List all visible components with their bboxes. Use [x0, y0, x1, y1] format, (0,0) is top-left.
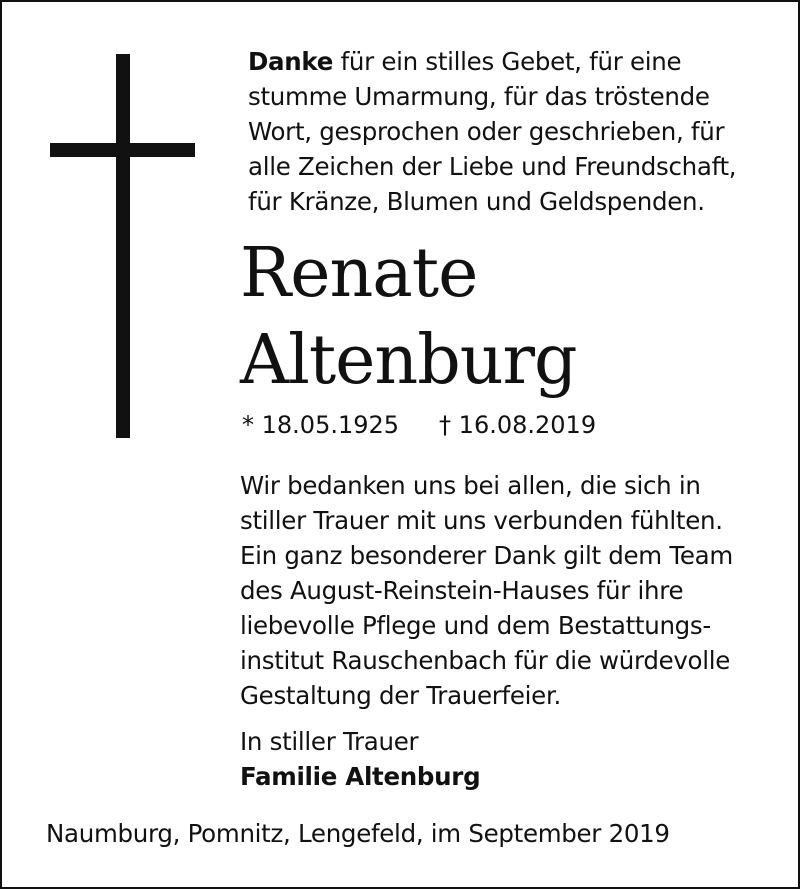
- deceased-name: [240, 230, 577, 404]
- thanks-paragraph: [248, 44, 788, 219]
- message-line: Ein ganz besonderer Dank gilt dem Team: [240, 541, 733, 570]
- message-line: liebevolle Pflege und dem Bestattungs-: [240, 611, 711, 640]
- closing-phrase: In stiller Trauer: [240, 727, 419, 756]
- cross-vertical-bar: [116, 54, 130, 438]
- life-dates: [242, 410, 596, 440]
- message-line: Wir bedanken uns bei allen, die sich in: [240, 471, 701, 500]
- message-line: des August-Reinstein-Hauses für ihre: [240, 576, 684, 605]
- message-line: stiller Trauer mit uns verbunden fühlten.: [240, 506, 723, 535]
- message-line: Gestaltung der Trauerfeier.: [240, 681, 561, 710]
- thanks-line-4: alle Zeichen der Liebe und Freundschaft,: [248, 152, 737, 181]
- cross-horizontal-bar: [50, 143, 195, 157]
- closing-block: [240, 724, 480, 794]
- message-paragraph: [240, 468, 790, 713]
- message-line: institut Rauschenbach für die würdevolle: [240, 646, 731, 675]
- thanks-line-1-rest: für ein stilles Gebet, für eine: [333, 47, 682, 76]
- place-and-date: Naumburg, Pomnitz, Lengefeld, im September 2019: [46, 819, 670, 848]
- thanks-line-1: [248, 44, 788, 79]
- thanks-line-3: Wort, gesprochen oder geschrieben, für: [248, 117, 725, 146]
- thanks-lead: Danke: [248, 47, 334, 76]
- thanks-line-2: stumme Umarmung, für das tröstende: [248, 82, 710, 111]
- family-signature: Familie Altenburg: [240, 762, 481, 791]
- death-date: † 16.08.2019: [439, 411, 597, 439]
- deceased-first-name: Renate: [240, 234, 478, 313]
- birth-date: * 18.05.1925: [242, 411, 400, 439]
- deceased-last-name: Altenburg: [240, 321, 577, 400]
- thanks-line-5: für Kränze, Blumen und Geldspenden.: [248, 187, 705, 216]
